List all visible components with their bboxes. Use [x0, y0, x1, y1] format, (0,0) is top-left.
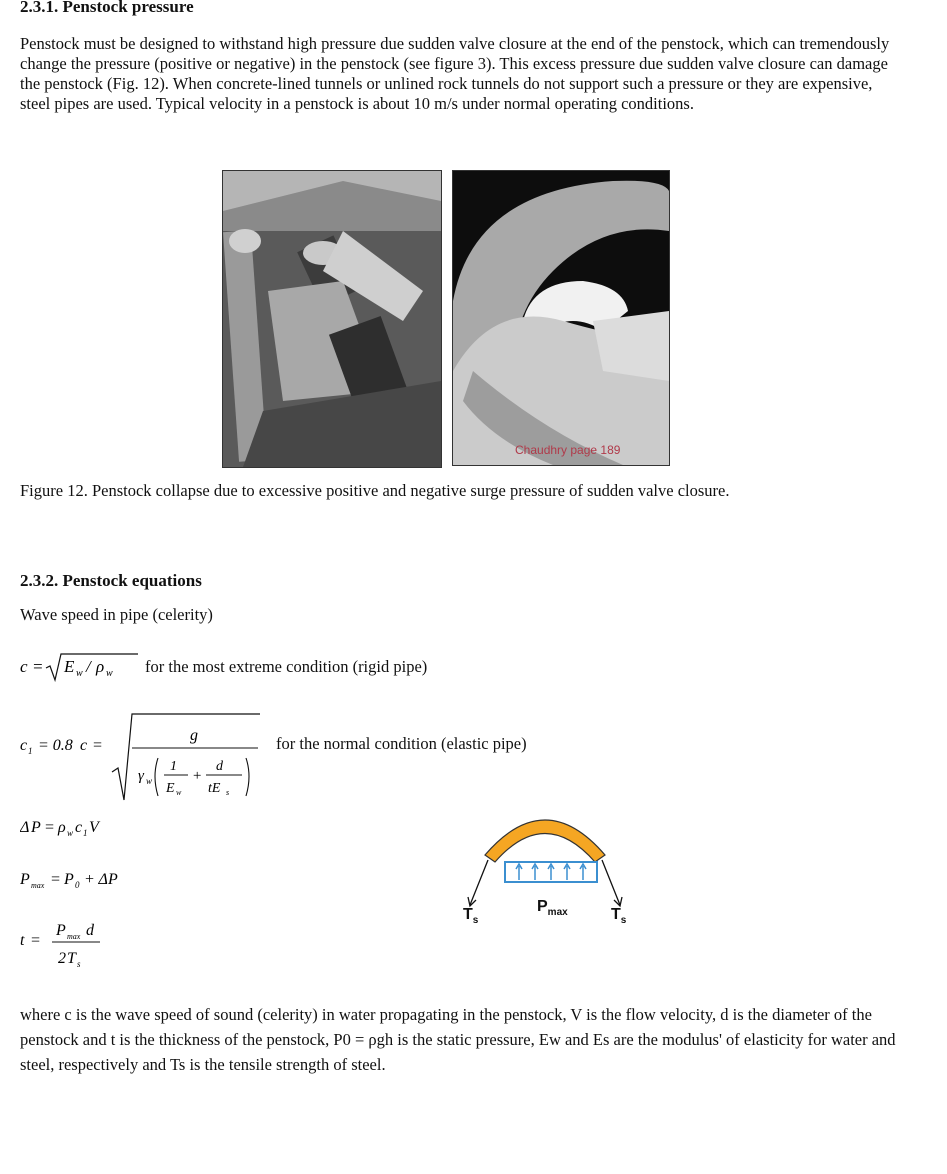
figure-caption: Figure 12. Penstock collapse due to excessive positive and negative surge pressure of sudden valve closure.: [20, 481, 730, 500]
svg-text:w: w: [146, 776, 153, 786]
svg-text:1: 1: [83, 828, 88, 838]
svg-text:w: w: [106, 668, 113, 679]
penstock-pressure-paragraph: Penstock must be designed to withstand high pressure due sudden valve closure at the end of the penstock, which can tremendously change the pressure (positive or negative) in the penstock (see figure 3). This excess pressure due sudden valve closure can damage the penstock (Fig. 12). When concrete-lined tunnels or unlined rock tunnels do not support such a pressure or they are expensive, steel pipes are used. Typical velocity in a penstock is about 10 m/s under normal operating conditions.: [20, 34, 890, 113]
svg-text:=: =: [30, 932, 41, 949]
svg-text:Δ: Δ: [20, 819, 30, 836]
diagram-label-ts-right: $T_s$: [611, 906, 627, 926]
svg-text:ρ: ρ: [96, 657, 105, 676]
svg-text:2: 2: [58, 950, 66, 967]
svg-text:tE: tE: [208, 781, 221, 796]
svg-text:s: s: [77, 959, 81, 969]
svg-text:+: +: [192, 768, 203, 784]
collapsed-penstock-photo-left: [222, 170, 442, 468]
svg-text:/: /: [86, 657, 91, 676]
equation-thickness: [20, 915, 130, 975]
svg-text:c: c: [20, 657, 28, 676]
svg-text:E: E: [166, 781, 175, 796]
equation-celerity-elastic: [20, 712, 270, 804]
equation-surge-pressure: [20, 812, 140, 842]
svg-text:max: max: [31, 881, 45, 890]
svg-text:c: c: [20, 737, 28, 754]
penstock-arch: [485, 820, 605, 862]
equation1-condition-note: for the most extreme condition (rigid pipe): [145, 657, 428, 676]
collapsed-penstock-photo-right: [452, 170, 670, 466]
svg-text:s: s: [226, 788, 230, 797]
svg-text:t: t: [20, 932, 25, 949]
section-heading-penstock-equations: 2.3.2. Penstock equations: [20, 571, 202, 590]
svg-text:1: 1: [170, 759, 177, 774]
wave-speed-subheading: Wave speed in pipe (celerity): [20, 605, 213, 624]
diagram-label-ts-left: $T_s$: [463, 906, 479, 926]
svg-text:P: P: [20, 871, 30, 888]
svg-text:ρ: ρ: [58, 819, 66, 836]
svg-text:w: w: [176, 788, 182, 797]
svg-text:c: c: [75, 819, 83, 836]
svg-text:E: E: [64, 657, 75, 676]
svg-text:V: V: [89, 819, 99, 836]
svg-text:P: P: [64, 871, 74, 888]
diagram-label-pmax: $P_{max}$: [537, 898, 568, 918]
svg-text:g: g: [190, 727, 198, 744]
svg-text:=: =: [92, 737, 103, 754]
svg-text:=: =: [32, 657, 44, 676]
svg-text:= 0.8: = 0.8: [38, 737, 73, 754]
svg-text:γ: γ: [138, 768, 144, 784]
svg-text:=: =: [50, 871, 61, 888]
svg-text:c: c: [80, 737, 88, 754]
section-heading-penstock-pressure: 2.3.1. Penstock pressure: [20, 0, 194, 16]
equation-celerity-rigid: [20, 650, 140, 686]
penstock-stress-diagram: [455, 800, 635, 940]
svg-text:d: d: [216, 759, 223, 774]
svg-text:1: 1: [28, 746, 33, 756]
svg-text:d: d: [86, 922, 94, 939]
svg-text:=: =: [44, 819, 55, 836]
svg-text:+ Δ: + Δ: [84, 871, 108, 888]
equation-max-pressure: [20, 864, 160, 894]
equation2-condition-note: for the normal condition (elastic pipe): [276, 734, 527, 753]
variable-definitions-paragraph: where c is the wave speed of sound (celerity) in water propagating in the penstock, V is the flow velocity, d is the diameter of the penstock and t is the thickness of the penstock, P0 = ρgh is the static pressure, Ew and Es are the modulus' of elasticity for water and steel, respectively and Ts is the tensile strength of steel.: [20, 1005, 896, 1074]
svg-text:P: P: [31, 819, 41, 836]
svg-text:T: T: [67, 950, 76, 967]
svg-text:P: P: [108, 871, 118, 888]
svg-text:max: max: [67, 932, 81, 941]
svg-text:w: w: [76, 668, 83, 679]
svg-text:0: 0: [75, 880, 80, 890]
svg-text:P: P: [56, 922, 66, 939]
photo-credit-watermark: Chaudhry page 189: [515, 443, 621, 457]
svg-text:w: w: [67, 828, 74, 838]
